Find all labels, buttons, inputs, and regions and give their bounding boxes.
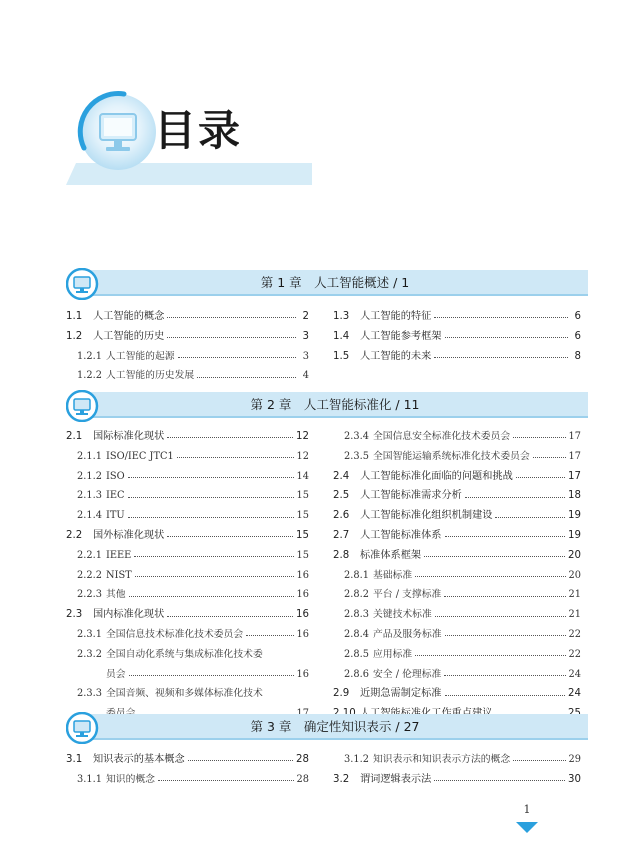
- toc-entry-2-5[interactable]: 2.5 人工智能标准需求分析 18: [333, 490, 581, 502]
- toc-column-ch3-right: [333, 750, 581, 790]
- toc-column-ch1-right: [333, 307, 581, 366]
- toc-entry-2-3-3[interactable]: 2.3.3 全国音频、视频和多媒体标准化技术: [77, 688, 263, 700]
- toc-column-ch3-left: [66, 750, 309, 790]
- toc-entry-1-1[interactable]: 1.1 人工智能的概念 2: [66, 311, 309, 322]
- toc-entry-2-2-1[interactable]: 2.2.1 IEEE 15: [77, 549, 309, 561]
- toc-column-ch2-left: [66, 427, 309, 724]
- chapter-header-3: [66, 712, 588, 742]
- toc-entry-2-3-5[interactable]: 2.3.5 全国智能运输系统标准化技术委员会 17: [344, 450, 581, 462]
- page-title: 目录: [154, 106, 243, 155]
- toc-entry-2-9[interactable]: 2.9 近期急需制定标准 24: [333, 688, 581, 700]
- toc-entry-2-8-2[interactable]: 2.8.2 平台 / 支撑标准 21: [344, 589, 581, 601]
- toc-entry-3-1-1[interactable]: 3.1.1 知识的概念 28: [77, 773, 309, 785]
- toc-entry-2-3-1[interactable]: 2.3.1 全国信息技术标准化技术委员会 16: [77, 628, 309, 640]
- toc-entry-3-2[interactable]: 3.2 谓词逻辑表示法 30: [333, 773, 581, 785]
- toc-entry-2-3-2-cont[interactable]: 员会 16: [106, 668, 309, 680]
- toc-entry-1-4[interactable]: 1.4 人工智能参考框架 6: [333, 330, 581, 342]
- toc-entry-1-5[interactable]: 1.5 人工智能的未来 8: [333, 350, 581, 362]
- toc-entry-2-2-2[interactable]: 2.2.2 NIST 16: [77, 569, 309, 581]
- toc-entry-2-1-1[interactable]: 2.1.1 ISO/IEC JTC1 12: [77, 450, 309, 462]
- toc-entry-2-3-4[interactable]: 2.3.4 全国信息安全标准化技术委员会 17: [344, 431, 581, 442]
- toc-entry-3-1[interactable]: 3.1 知识表示的基本概念 28: [66, 754, 309, 765]
- toc-entry-3-1-2[interactable]: 3.1.2 知识表示和知识表示方法的概念 29: [344, 754, 581, 765]
- toc-entry-2-1-4[interactable]: 2.1.4 ITU 15: [77, 510, 309, 522]
- toc-entry-2-2[interactable]: 2.2 国外标准化现状 15: [66, 529, 309, 541]
- toc-column-ch1-left: [66, 307, 309, 386]
- toc-entry-2-8-4[interactable]: 2.8.4 产品及服务标准 22: [344, 628, 581, 640]
- toc-entry-2-1[interactable]: 2.1 国际标准化现状 12: [66, 431, 309, 442]
- computer-monitor-icon: [74, 88, 160, 178]
- toc-column-ch2-right: [333, 427, 581, 724]
- toc-entry-2-8-5[interactable]: 2.8.5 应用标准 22: [344, 648, 581, 660]
- toc-entry-2-8-3[interactable]: 2.8.3 关键技术标准 21: [344, 609, 581, 621]
- chapter-title: 第 3 章 确定性知识表示 / 27: [250, 719, 420, 734]
- toc-entry-2-3[interactable]: 2.3 国内标准化现状 16: [66, 609, 309, 621]
- toc-entry-2-8[interactable]: 2.8 标准体系框架 20: [333, 549, 581, 561]
- toc-entry-2-3-2[interactable]: 2.3.2 全国自动化系统与集成标准化技术委: [77, 648, 263, 660]
- toc-entry-1-2-2[interactable]: 1.2.2 人工智能的历史发展 4: [77, 370, 309, 382]
- toc-entry-2-2-3[interactable]: 2.2.3 其他 16: [77, 589, 309, 601]
- toc-entry-2-8-6[interactable]: 2.8.6 安全 / 伦理标准 24: [344, 668, 581, 680]
- toc-entry-2-8-1[interactable]: 2.8.1 基础标准 20: [344, 569, 581, 581]
- chapter-header-1: [66, 268, 588, 298]
- toc-entry-2-7[interactable]: 2.7 人工智能标准体系 19: [333, 529, 581, 541]
- chapter-header-2: [66, 390, 588, 420]
- chapter-title: 第 2 章 人工智能标准化 / 11: [250, 397, 420, 412]
- toc-entry-2-1-2[interactable]: 2.1.2 ISO 14: [77, 470, 309, 482]
- toc-entry-1-3[interactable]: 1.3 人工智能的特征 6: [333, 311, 581, 322]
- toc-entry-1-2-1[interactable]: 1.2.1 人工智能的起源 3: [77, 350, 309, 362]
- triangle-down-icon: [516, 822, 538, 833]
- page-number: 1: [523, 803, 531, 816]
- toc-entry-2-6[interactable]: 2.6 人工智能标准化组织机制建设 19: [333, 510, 581, 522]
- toc-entry-1-2[interactable]: 1.2 人工智能的历史 3: [66, 330, 309, 342]
- chapter-title: 第 1 章 人工智能概述 / 1: [260, 275, 410, 290]
- toc-entry-2-4[interactable]: 2.4 人工智能标准化面临的问题和挑战 17: [333, 470, 581, 482]
- toc-entry-2-1-3[interactable]: 2.1.3 IEC 15: [77, 490, 309, 502]
